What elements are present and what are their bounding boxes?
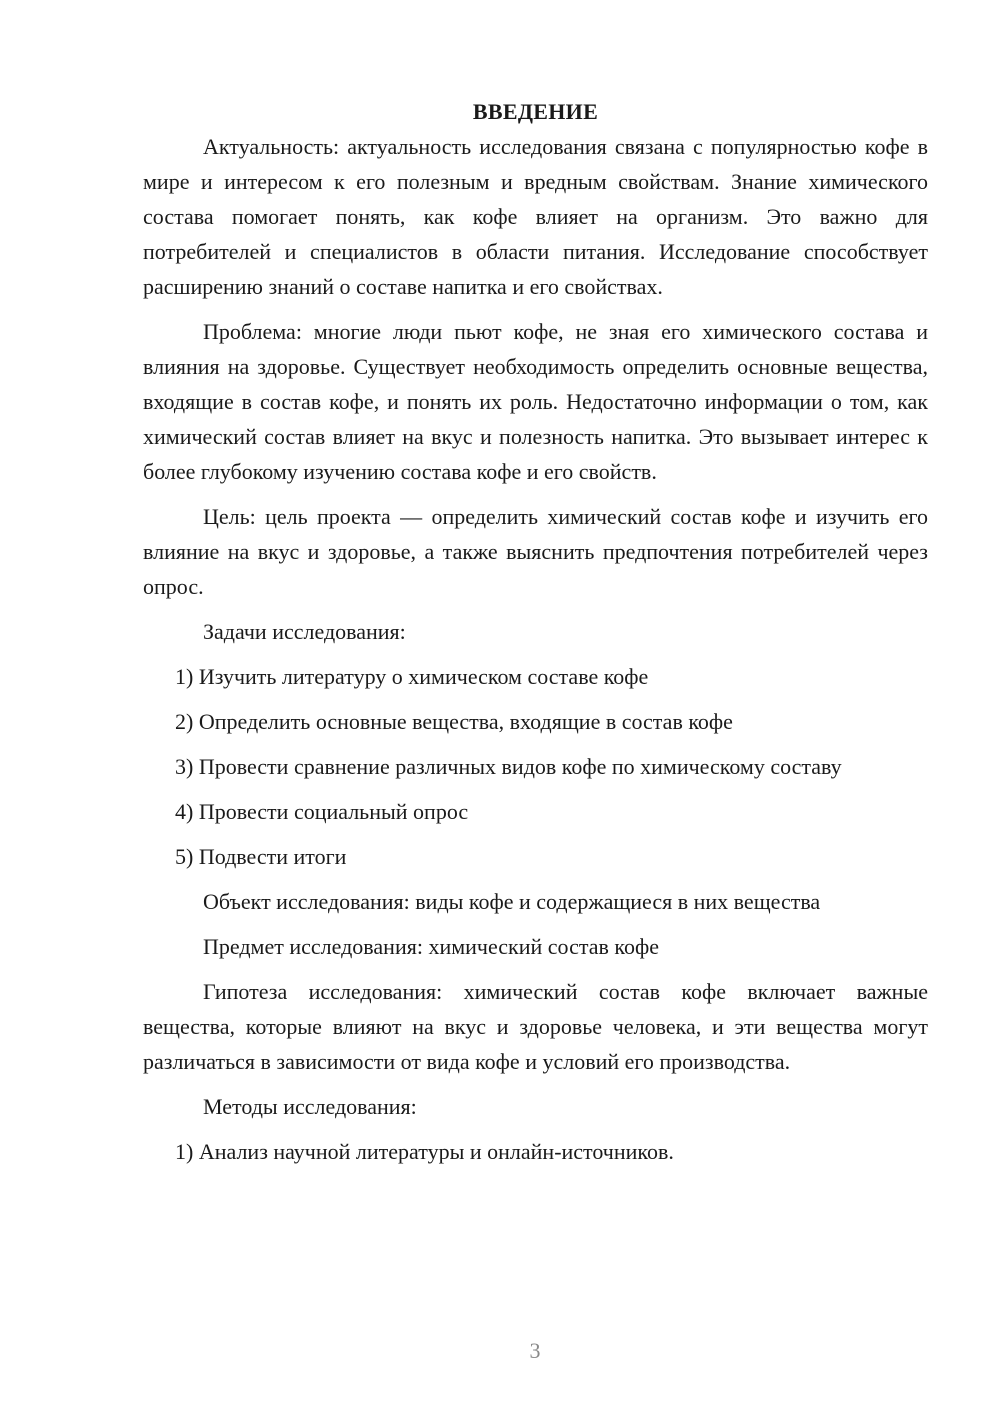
methods-title: Методы исследования: [203, 1094, 417, 1119]
object-line: Объект исследования: виды кофе и содержащиеся в них вещества [203, 889, 821, 914]
task-item-5: 5) Подвести итоги [175, 844, 347, 869]
relevance-paragraph: Актуальность: актуальность исследования связана с популярностью кофе в мире и интересом к его полезным и вредным свойствам. Знание химического состава помогает понять, как кофе влияет на организм. Это важно для потребителей и специалистов в области питания. Исследование способствует расширению знаний о составе напитка и его свойствах. [143, 134, 928, 299]
page-number: 3 [529, 1338, 541, 1363]
task-item-2: 2) Определить основные вещества, входящие в состав кофе [175, 709, 733, 734]
problem-paragraph: Проблема: многие люди пьют кофе, не зная его химического состава и влияния на здоровье. Существует необходимость определить основные вещества, входящие в состав кофе, и понять их роль. Недостаточно информации о том, как химический состав влияет на вкус и полезность напитка. Это вызывает интерес к более глубокому изучению состава кофе и его свойств. [143, 319, 928, 484]
task-item-3: 3) Провести сравнение различных видов кофе по химическому составу [175, 754, 842, 779]
tasks-title: Задачи исследования: [203, 619, 406, 644]
page-heading: ВВЕДЕНИЕ [472, 99, 599, 124]
subject-line: Предмет исследования: химический состав кофе [203, 934, 659, 959]
hypothesis-paragraph: Гипотеза исследования: химический состав кофе включает важные вещества, которые влияют на вкус и здоровье человека, и эти вещества могут различаться в зависимости от вида кофе и условий его производства. [143, 979, 928, 1074]
method-item-1: 1) Анализ научной литературы и онлайн-источников. [175, 1139, 674, 1164]
task-item-1: 1) Изучить литературу о химическом составе кофе [175, 664, 649, 689]
task-item-4: 4) Провести социальный опрос [175, 799, 469, 824]
goal-paragraph: Цель: цель проекта — определить химический состав кофе и изучить его влияние на вкус и здоровье, а также выяснить предпочтения потребителей через опрос. [143, 504, 928, 599]
page-content [143, 94, 928, 1169]
